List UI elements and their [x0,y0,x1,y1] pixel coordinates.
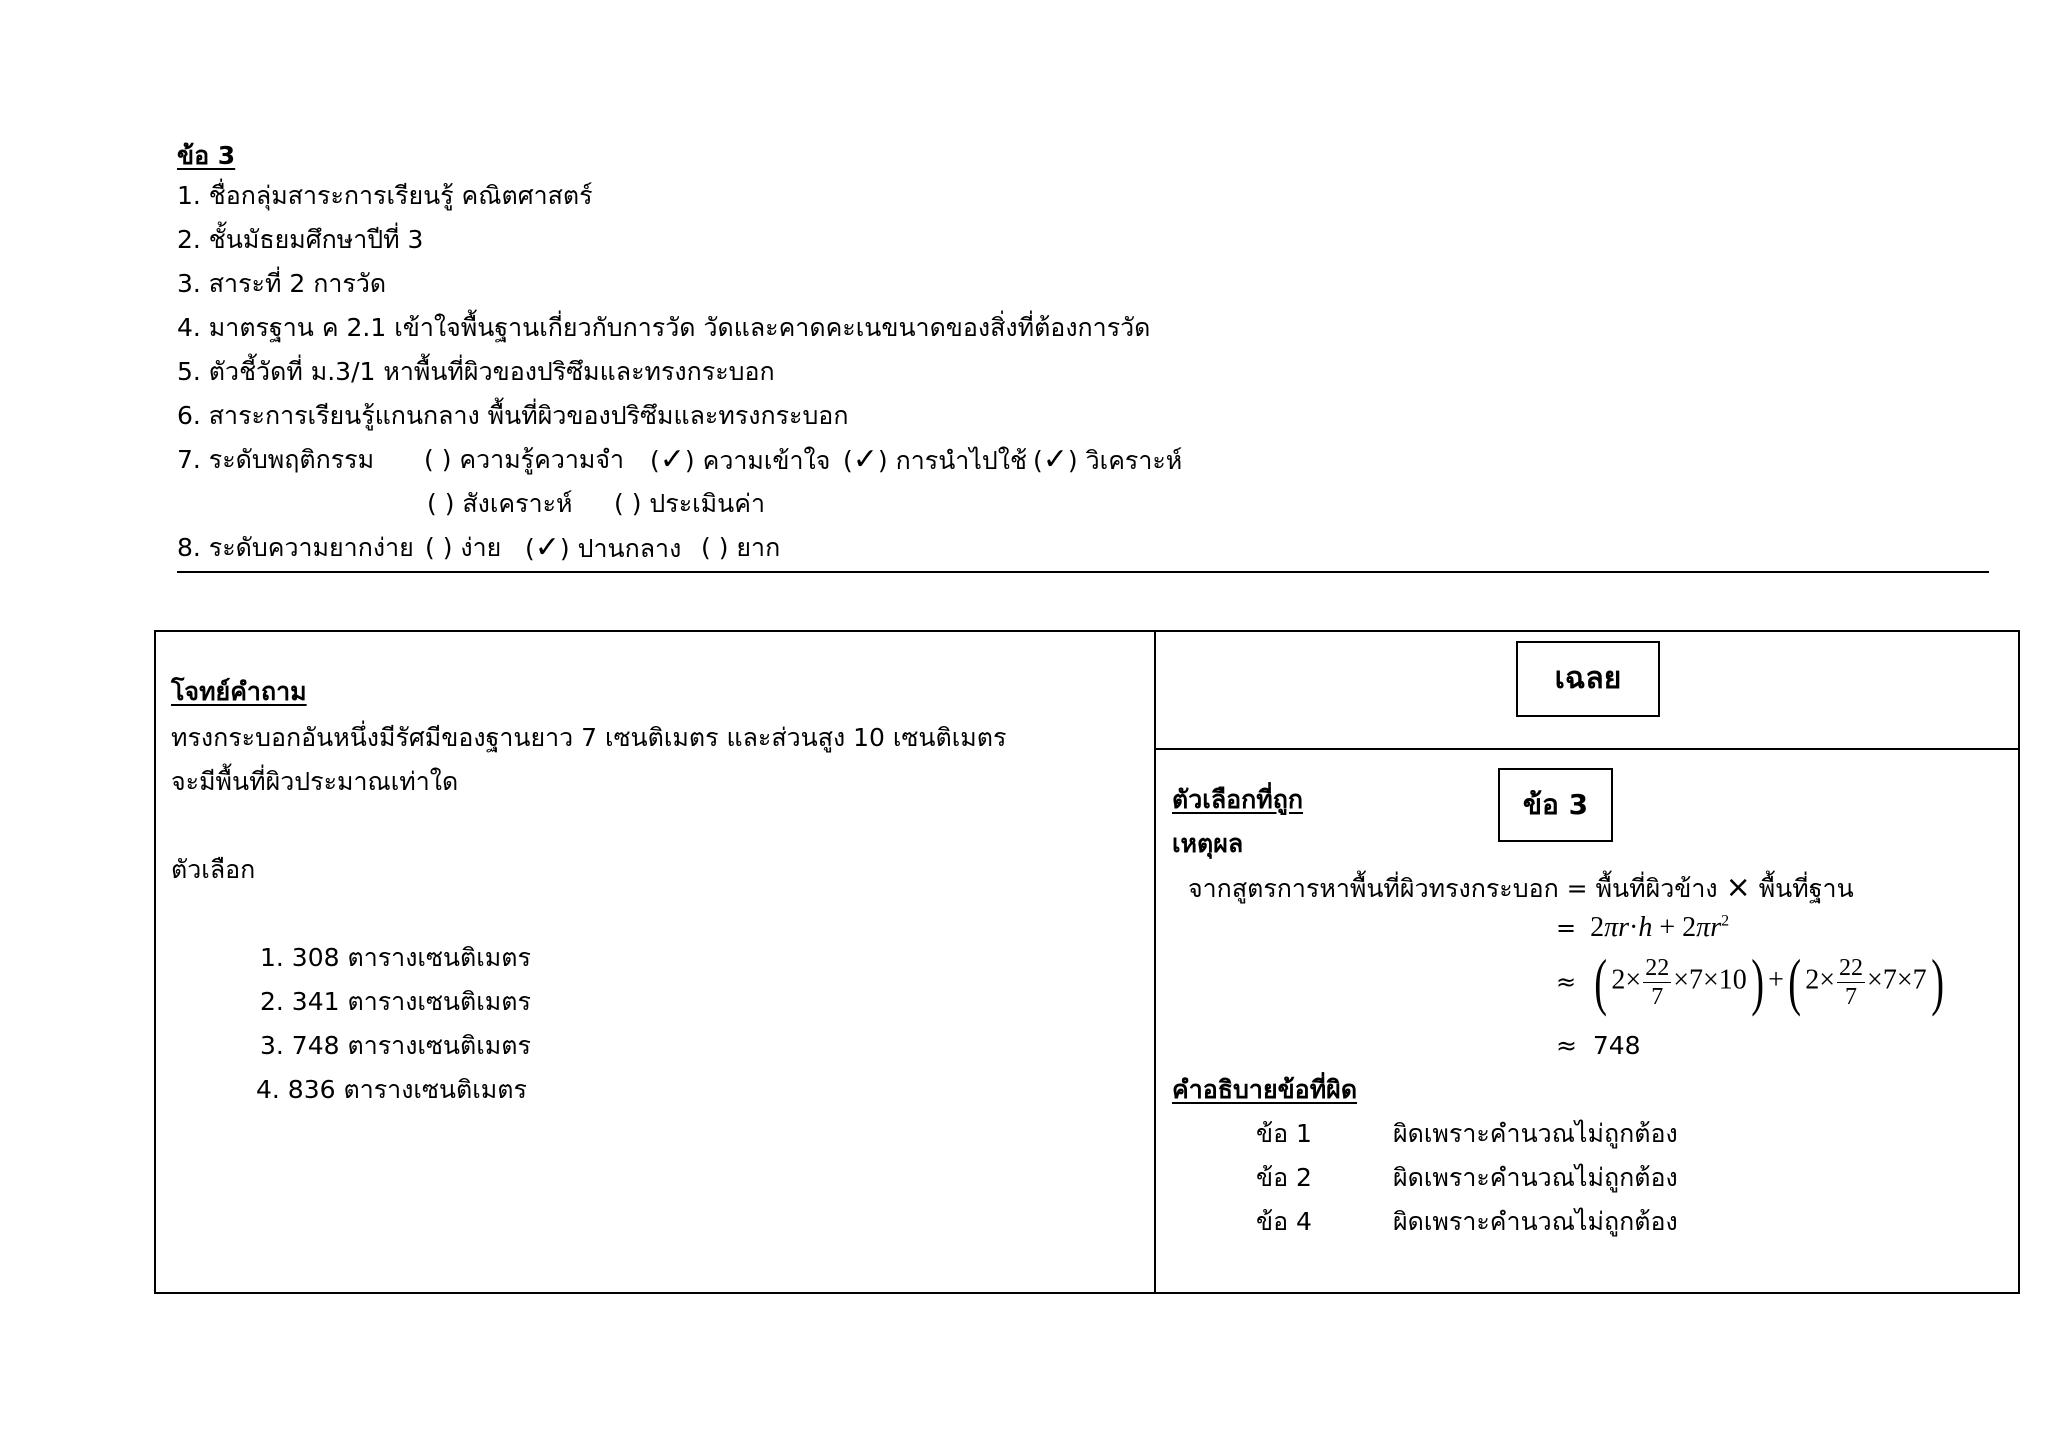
behavior-option-application: (✓) การนำไปใช้ [843,442,1027,477]
wrong-reason: ผิดเพราะคำนวณไม่ถูกต้อง [1393,1163,1678,1192]
behavior-option-evaluation: ( ) ประเมินค่า [614,489,766,518]
wrong-reason: ผิดเพราะคำนวณไม่ถูกต้อง [1393,1119,1678,1148]
wrong-explanation-label: คำอธิบายข้อที่ผิด [1172,1075,1358,1104]
formula-result: ≈ 748 [1556,1031,1641,1060]
correct-choice-label: ตัวเลือกที่ถูก [1172,785,1304,814]
core-content-line: 6. สาระการเรียนรู้แกนกลาง พื้นที่ผิวของปริซึมและทรงกระบอก [177,401,849,430]
strand-line: 3. สาระที่ 2 การวัด [177,269,387,298]
column-divider [1154,630,1156,1294]
grade-line: 2. ชั้นมัธยมศึกษาปีที่ 3 [177,225,424,254]
check-icon: ✓ [1042,442,1068,477]
check-icon: ✓ [534,530,560,565]
choice-1: 1. 308 ตารางเซนติเมตร [260,943,531,972]
answer-heading-box [1516,641,1660,717]
check-icon: ✓ [659,442,685,477]
behavior-option-synthesis: ( ) สังเคราะห์ [427,489,573,518]
choices-label: ตัวเลือก [171,855,256,884]
behavior-option-understanding: (✓) ความเข้าใจ [650,442,831,477]
difficulty-option-hard: ( ) ยาก [701,533,781,562]
reason-label: เหตุผล [1172,829,1244,858]
behavior-option-recall: ( ) ความรู้ความจำ [424,445,625,474]
item-title: ข้อ 3 [177,141,236,170]
question-text-cont: จะมีพื้นที่ผิวประมาณเท่าใด [171,767,459,796]
choice-3: 3. 748 ตารางเซนติเมตร [260,1031,531,1060]
difficulty-label: 8. ระดับความยากง่าย [177,533,414,562]
formula-intro: จากสูตรการหาพื้นที่ผิวทรงกระบอก = พื้นที่ผิวข้าง × พื้นที่ฐาน [1188,870,1854,905]
question-heading: โจทย์คำถาม [171,677,307,706]
answer-header-divider [1154,748,2020,750]
correct-choice-value: ข้อ 3 [1522,788,1589,821]
wrong-choice: ข้อ 4 [1256,1207,1312,1236]
check-icon: ✓ [852,442,878,477]
question-text: ทรงกระบอกอันหนึ่งมีรัศมีของฐานยาว 7 เซนติเมตร และส่วนสูง 10 เซนติเมตร [171,723,1007,752]
standard-line: 4. มาตรฐาน ค 2.1 เข้าใจพื้นฐานเกี่ยวกับการวัด วัดและคาดคะเนขนาดของสิ่งที่ต้องการวัด [177,313,1151,342]
times-sign: × [1725,870,1751,905]
difficulty-option-medium: (✓) ปานกลาง [525,530,682,565]
behavior-level-label: 7. ระดับพฤติกรรม [177,445,375,474]
answer-heading: เฉลย [1554,661,1622,696]
formula-line-1: = $2\pi r\cdot h + 2\pi r^2$ [1556,912,1730,943]
choice-4: 4. 836 ตารางเซนติเมตร [256,1075,527,1104]
indicator-line: 5. ตัวชี้วัดที่ ม.3/1 หาพื้นที่ผิวของปริซึมและทรงกระบอก [177,357,775,386]
header-divider [177,571,1989,573]
subject-line: 1. ชื่อกลุ่มสาระการเรียนรู้ คณิตศาสตร์ [177,181,593,210]
behavior-option-analysis: (✓) วิเคราะห์ [1033,442,1183,477]
difficulty-option-easy: ( ) ง่าย [425,533,502,562]
wrong-reason: ผิดเพราะคำนวณไม่ถูกต้อง [1393,1207,1678,1236]
formula-line-2: ≈ ( 2× $\frac{22}{7}$ ×7×10) +( 2× $\frac{22}{7}$ ×7×7) [1556,946,1944,1017]
correct-choice-box [1498,768,1613,842]
wrong-choice: ข้อ 1 [1256,1119,1312,1148]
wrong-choice: ข้อ 2 [1256,1163,1312,1192]
choice-2: 2. 341 ตารางเซนติเมตร [260,987,531,1016]
